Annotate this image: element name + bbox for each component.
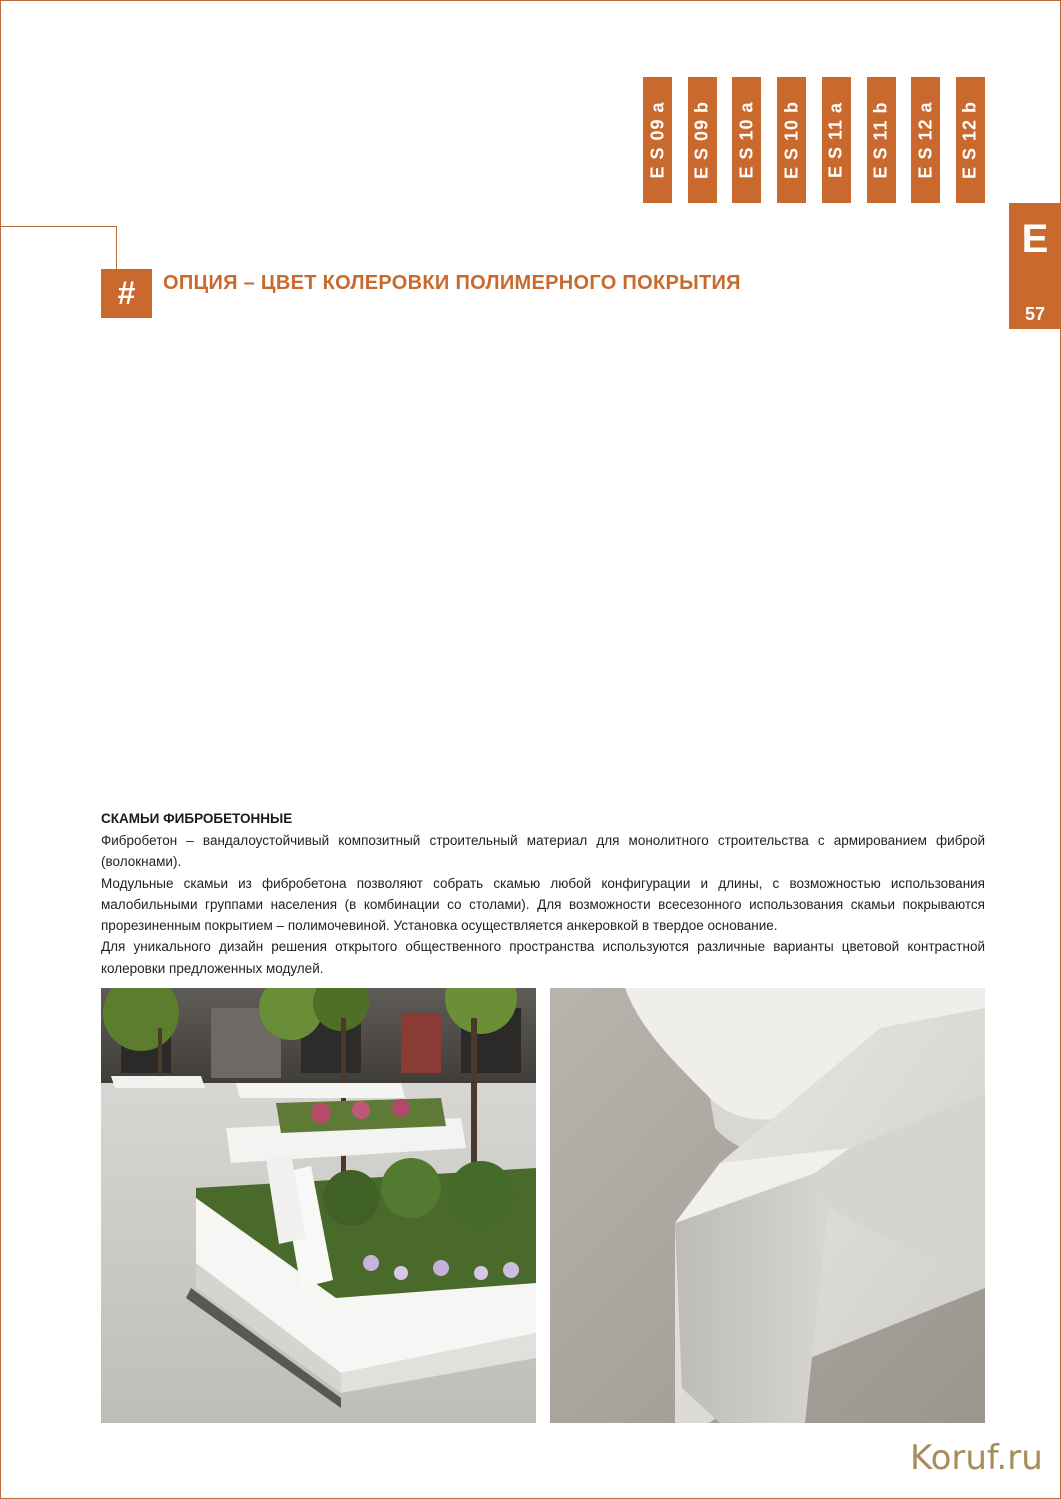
paragraph: Для уникального дизайн решения открытого общественного пространства используются различные варианты цветовой контрастной колеровки предложенных модулей. (101, 939, 985, 976)
paragraph: Фибробетон – вандалоустойчивый композитный строительный материал для монолитного строительства с армированием фиброй (волокнами). (101, 833, 985, 870)
page-number: 57 (1024, 304, 1046, 324)
header-line-vertical (116, 226, 117, 270)
paragraph: Модульные скамьи из фибробетона позволяют собрать скамью любой конфигурации и длины, с возможностью использования малобильными группами населения (в комбинации со столами). Для возможности всесезонного использования скамьи покрываются прорезиненным покрытием – полимочевиной. Установка осуществляется анкеровкой в твердое основание. (101, 875, 985, 934)
concrete-bench-closeup-photo (550, 988, 985, 1423)
code-tag-label: E S 10 b (781, 100, 802, 180)
chapter-letter: E (1021, 217, 1049, 261)
code-tag (732, 77, 761, 203)
code-tag (867, 77, 896, 203)
code-tag (822, 77, 851, 203)
code-tag-label: E S 09 b (691, 100, 712, 180)
hash-icon: # (101, 269, 152, 318)
product-code-tags (643, 77, 985, 203)
code-tag-label: E S 11 a (825, 101, 846, 179)
chapter-tab (1009, 203, 1061, 329)
watermark: Koruf.ru (910, 1438, 1043, 1478)
code-tag (911, 77, 940, 203)
code-tag-label: E S 12 a (915, 101, 936, 179)
code-tag-label: E S 11 b (870, 101, 891, 179)
section-title: СКАМЬИ ФИБРОБЕТОННЫЕ (101, 811, 293, 826)
code-tag (956, 77, 985, 203)
section-body (101, 830, 985, 979)
code-tag (643, 77, 672, 203)
code-tag (688, 77, 717, 203)
code-tag (777, 77, 806, 203)
option-heading: ОПЦИЯ – ЦВЕТ КОЛЕРОВКИ ПОЛИМЕРНОГО ПОКРЫТИЯ (163, 272, 741, 294)
header-line-horizontal (0, 226, 117, 227)
code-tag-label: E S 10 a (736, 101, 757, 179)
code-tag-label: E S 12 b (959, 100, 980, 180)
plaza-benches-photo (101, 988, 536, 1423)
code-tag-label: E S 09 a (647, 101, 667, 179)
